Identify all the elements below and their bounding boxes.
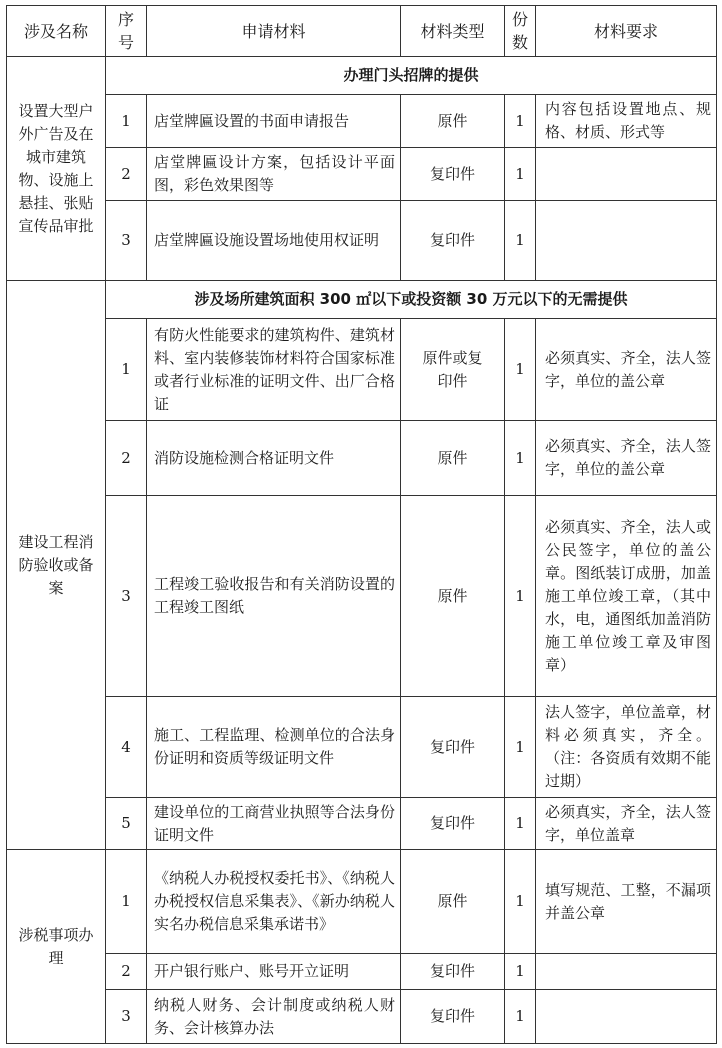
row-material: 《纳税人办税授权委托书》、《纳税人办税授权信息采集表》、《新办纳税人实名办税信息采集承诺书》 bbox=[147, 850, 401, 954]
row-requirement: 必须真实，齐全，法人签字，单位盖章 bbox=[536, 798, 717, 850]
section-note: 涉及场所建筑面积 300 ㎡以下或投资额 30 万元以下的无需提供 bbox=[106, 281, 717, 319]
header-row bbox=[7, 6, 717, 57]
row-copies: 1 bbox=[505, 990, 536, 1044]
table-row bbox=[7, 990, 717, 1044]
row-seq: 3 bbox=[106, 496, 147, 697]
row-requirement: 必须真实、齐全，法人或公民签字，单位的盖公章。图纸装订成册，加盖施工单位竣工章，（其中水，电，通图纸加盖消防施工单位竣工章及审图章） bbox=[536, 496, 717, 697]
header-domain: 涉及名称 bbox=[7, 6, 106, 57]
row-seq: 2 bbox=[106, 954, 147, 990]
row-material: 施工、工程监理、检测单位的合法身份证明和资质等级证明文件 bbox=[147, 697, 401, 798]
row-copies: 1 bbox=[505, 319, 536, 421]
row-type: 复印件 bbox=[401, 954, 505, 990]
materials-table bbox=[6, 5, 717, 1044]
row-seq: 2 bbox=[106, 421, 147, 496]
row-material: 建设单位的工商营业执照等合法身份证明文件 bbox=[147, 798, 401, 850]
row-material: 消防设施检测合格证明文件 bbox=[147, 421, 401, 496]
row-copies: 1 bbox=[505, 496, 536, 697]
row-seq: 1 bbox=[106, 95, 147, 148]
row-seq: 2 bbox=[106, 148, 147, 201]
row-material: 开户银行账户、账号开立证明 bbox=[147, 954, 401, 990]
row-seq: 3 bbox=[106, 990, 147, 1044]
row-type: 原件 bbox=[401, 496, 505, 697]
row-seq: 4 bbox=[106, 697, 147, 798]
row-copies: 1 bbox=[505, 850, 536, 954]
header-material: 申请材料 bbox=[147, 6, 401, 57]
row-type: 原件 bbox=[401, 850, 505, 954]
row-requirement: 法人签字，单位盖章，材料必须真实，齐全。（注：各资质有效期不能过期） bbox=[536, 697, 717, 798]
row-type: 原件 bbox=[401, 421, 505, 496]
group-name: 涉税事项办理 bbox=[7, 850, 106, 1044]
table-row bbox=[7, 798, 717, 850]
table-row bbox=[7, 319, 717, 421]
row-type: 复印件 bbox=[401, 201, 505, 281]
header-type: 材料类型 bbox=[401, 6, 505, 57]
table-row bbox=[7, 421, 717, 496]
row-seq: 1 bbox=[106, 850, 147, 954]
group-name: 设置大型户外广告及在城市建筑物、设施上悬挂、张贴宣传品审批 bbox=[7, 57, 106, 281]
row-requirement bbox=[536, 201, 717, 281]
table-row bbox=[7, 850, 717, 954]
row-requirement bbox=[536, 990, 717, 1044]
header-seq: 序号 bbox=[106, 6, 147, 57]
row-material: 纳税人财务、会计制度或纳税人财务、会计核算办法 bbox=[147, 990, 401, 1044]
row-copies: 1 bbox=[505, 421, 536, 496]
row-requirement bbox=[536, 148, 717, 201]
row-type: 复印件 bbox=[401, 990, 505, 1044]
row-type: 复印件 bbox=[401, 148, 505, 201]
row-copies: 1 bbox=[505, 95, 536, 148]
row-requirement: 必须真实、齐全，法人签字，单位的盖公章 bbox=[536, 319, 717, 421]
row-material: 店堂牌匾设施设置场地使用权证明 bbox=[147, 201, 401, 281]
table-row bbox=[7, 496, 717, 697]
row-seq: 3 bbox=[106, 201, 147, 281]
row-material: 店堂牌匾设计方案，包括设计平面图，彩色效果图等 bbox=[147, 148, 401, 201]
row-material: 店堂牌匾设置的书面申请报告 bbox=[147, 95, 401, 148]
header-requirement: 材料要求 bbox=[536, 6, 717, 57]
section-row bbox=[7, 281, 717, 319]
group-name: 建设工程消防验收或备案 bbox=[7, 281, 106, 850]
row-copies: 1 bbox=[505, 798, 536, 850]
row-type: 复印件 bbox=[401, 798, 505, 850]
row-seq: 5 bbox=[106, 798, 147, 850]
row-copies: 1 bbox=[505, 148, 536, 201]
header-copies: 份数 bbox=[505, 6, 536, 57]
row-type: 复印件 bbox=[401, 697, 505, 798]
row-type: 原件或复印件 bbox=[401, 319, 505, 421]
row-material: 有防火性能要求的建筑构件、建筑材料、室内装修装饰材料符合国家标准或者行业标准的证明文件、出厂合格证 bbox=[147, 319, 401, 421]
row-copies: 1 bbox=[505, 954, 536, 990]
table-row bbox=[7, 95, 717, 148]
table-row bbox=[7, 954, 717, 990]
row-requirement: 内容包括设置地点、规格、材质、形式等 bbox=[536, 95, 717, 148]
row-requirement: 填写规范、工整，不漏项并盖公章 bbox=[536, 850, 717, 954]
table-row bbox=[7, 201, 717, 281]
row-seq: 1 bbox=[106, 319, 147, 421]
row-requirement: 必须真实、齐全，法人签字，单位的盖公章 bbox=[536, 421, 717, 496]
table-row bbox=[7, 697, 717, 798]
section-row bbox=[7, 57, 717, 95]
row-copies: 1 bbox=[505, 201, 536, 281]
row-requirement bbox=[536, 954, 717, 990]
row-copies: 1 bbox=[505, 697, 536, 798]
row-type: 原件 bbox=[401, 95, 505, 148]
section-note: 办理门头招牌的提供 bbox=[106, 57, 717, 95]
table-row bbox=[7, 148, 717, 201]
row-material: 工程竣工验收报告和有关消防设置的工程竣工图纸 bbox=[147, 496, 401, 697]
